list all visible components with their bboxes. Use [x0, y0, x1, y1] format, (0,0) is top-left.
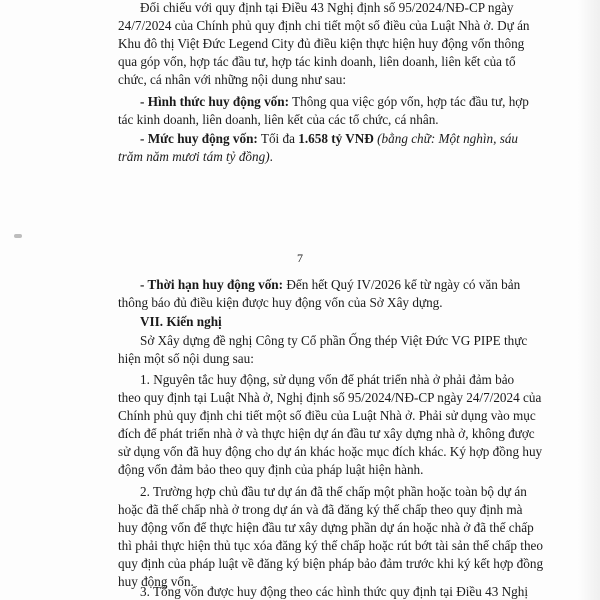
- item-2-line: 2. Trường hợp chủ đầu tư dự án đã thế chấp một phần hoặc toàn bộ dự án: [140, 484, 527, 499]
- item-1-line: 1. Nguyên tắc huy động, sử dụng vốn để phát triển nhà ở phải đảm bảo: [140, 372, 515, 387]
- item-2-line: huy động vốn.: [118, 574, 194, 589]
- page-number: 7: [297, 251, 303, 265]
- deadline-text: Đến hết Quý IV/2026 kể từ ngày có văn bản: [283, 277, 521, 292]
- item-3-line: 3. Tổng vốn được huy động theo các hình thức quy định tại Điều 43 Nghị: [140, 584, 529, 599]
- capital-form-label: - Hình thức huy động vốn:: [140, 94, 289, 109]
- item-2-line: hoặc đã thế chấp nhà ở trong dự án và đã đăng ký thế chấp theo quy định mà: [118, 502, 523, 517]
- capital-level-words: (bằng chữ: Một nghìn, sáu: [373, 131, 519, 146]
- item-1-line: đích để phát triển nhà ở và thực hiện dự án đầu tư xây dựng nhà ở, không được: [118, 426, 535, 441]
- deadline-line: [140, 276, 520, 294]
- item-1-line: sử dụng vốn đã huy động cho dự án khác hoặc mục đích khác. Ký hợp đồng huy: [118, 444, 543, 459]
- capital-level-words-line: trăm năm mươi tám tỷ đồng).: [118, 149, 273, 164]
- scan-margin-shade: [578, 0, 600, 600]
- item-1-line: Chính phủ quy định chi tiết một số điều của Luật Nhà ở. Phải sử dụng vào mục: [118, 408, 536, 423]
- item-1-line: động vốn đảm bảo theo quy định của pháp luật hiện hành.: [118, 462, 424, 477]
- item-2-line: quy định của pháp luật về đăng ký biện pháp bảo đảm trước khi ký kết hợp đồng: [118, 556, 544, 571]
- capital-level-words-cont: trăm năm mươi tám tỷ đồng): [118, 149, 270, 164]
- paragraph-line: qua góp vốn, hợp tác đầu tư, hợp tác kinh doanh, liên doanh, liên kết của tổ: [118, 54, 516, 69]
- paragraph-line: tác kinh doanh, liên doanh, liên kết của các tổ chức, cá nhân.: [118, 112, 439, 127]
- capital-level-line: [140, 130, 518, 148]
- item-2-line: thì phải thực hiện thủ tục xóa đăng ký thế chấp hoặc rút bớt tài sản thế chấp theo: [118, 538, 544, 553]
- paragraph-line: hiện một số nội dung sau:: [118, 351, 254, 366]
- item-1-line: theo quy định tại Luật Nhà ở, Nghị định số 95/2024/NĐ-CP ngày 24/7/2024 của: [118, 390, 542, 405]
- paragraph-line: thông báo đủ điều kiện được huy động vốn của Sở Xây dựng.: [118, 295, 443, 310]
- capital-level-amount: 1.658 tỷ VNĐ: [298, 131, 374, 146]
- deadline-label: - Thời hạn huy động vốn:: [140, 277, 284, 292]
- paragraph-line: chức, cá nhân với những nội dung như sau:: [118, 72, 347, 87]
- capital-form-line: [140, 93, 529, 111]
- scan-speck: [14, 234, 22, 238]
- capital-level-label: - Mức huy động vốn:: [140, 131, 258, 146]
- paragraph-line: Khu đô thị Việt Đức Legend City đủ điều kiện thực hiện huy động vốn thông: [118, 36, 525, 51]
- section-heading: VII. Kiến nghị: [140, 314, 222, 329]
- item-2-line: huy động vốn để thực hiện đầu tư xây dựng phần dự án hoặc nhà ở đã thế chấp: [118, 520, 534, 535]
- paragraph-line: Sở Xây dựng đề nghị Công ty Cổ phần Ống thép Việt Đức VG PIPE thực: [140, 333, 528, 348]
- paragraph-line: 24/7/2024 của Chính phủ quy định chi tiết một số điều của Luật Nhà ở. Dự án: [118, 18, 530, 33]
- capital-form-text: Thông qua việc góp vốn, hợp tác đầu tư, hợp: [289, 94, 529, 109]
- paragraph-line: Đối chiếu với quy định tại Điều 43 Nghị định số 95/2024/NĐ-CP ngày: [140, 0, 514, 15]
- capital-level-text: Tối đa: [257, 131, 299, 146]
